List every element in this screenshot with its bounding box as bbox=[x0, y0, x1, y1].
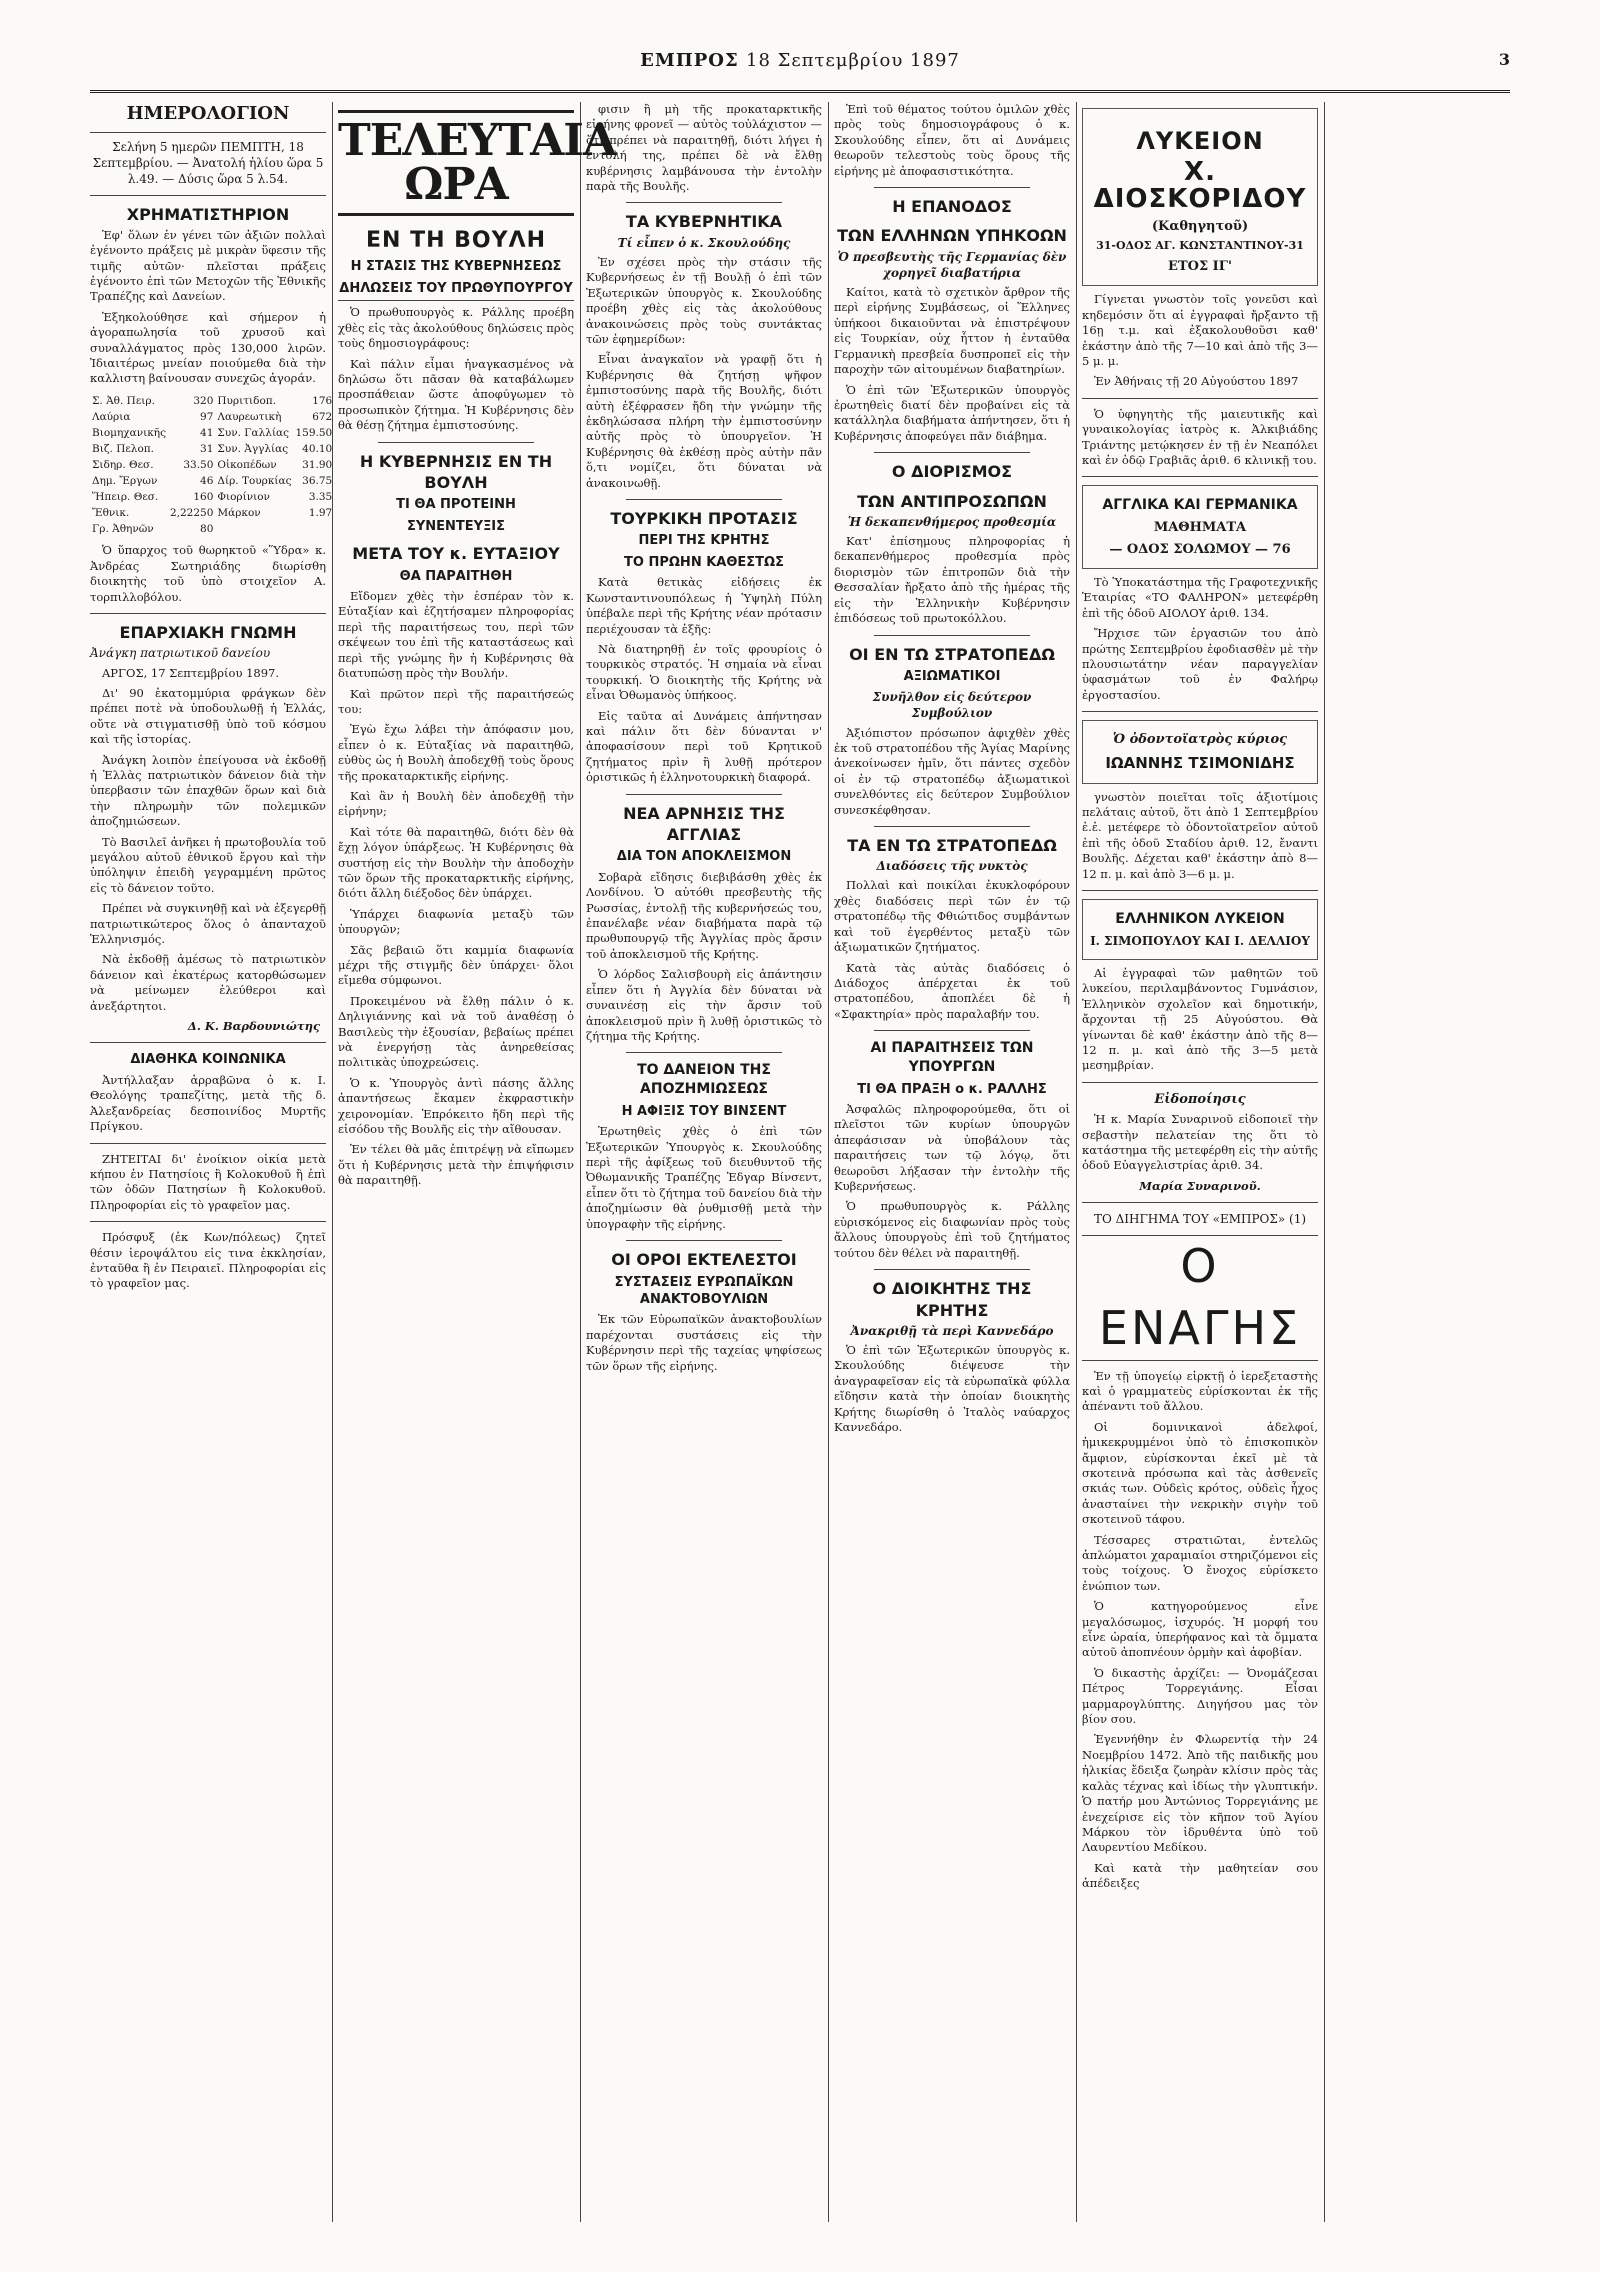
article-paragraph: Ἐπὶ τοῦ θέματος τούτου ὁμιλῶν χθὲς πρὸς τοὺς δημοσιογράφους ὁ κ. Σκουλούδης εἶπεν, ὅτι αἱ Δυνάμεις θεωροῦν τελεστοὺς τοὺς ὅρους τῆς εἰρήνης μὲ ἀποφασιστικότητα. bbox=[834, 102, 1070, 178]
divider bbox=[1082, 1082, 1318, 1083]
serial-paragraph: Τέσσαρες στρατιῶται, ἐντελῶς ἀπλώματοι χαραμιαίοι στηριζόμενοι εἰς τοὺς τοίχους. Ὁ ἔνοχος εὑρίσκετο ἐνώπιον των. bbox=[1082, 1532, 1318, 1593]
divider bbox=[874, 1030, 1030, 1031]
article-paragraph: Ὁ λόρδος Σαλισβουρὴ εἰς ἀπάντησιν εἶπεν ὅτι ἡ Ἀγγλία δὲν δύναται νὰ συναινέσῃ εἰς τὴν ἄρσιν τοῦ ἀποκλεισμοῦ πρὶν ἢ λυθῇ ὁριστικῶς τὸ ζήτημα τῆς Κρήτης. bbox=[586, 967, 822, 1043]
section-title: ΟΙ ΟΡΟΙ ΕΚΤΕΛΕΣΤΟΙ bbox=[611, 1250, 797, 1270]
section-title: ΤΟ ΔΑΝΕΙΟΝ ΤΗΣ ΑΠΟΖΗΜΙΩΣΕΩΣ bbox=[637, 1062, 771, 1098]
article-paragraph: Εἴδομεν χθὲς τὴν ἑσπέραν τὸν κ. Εὐταξίαν καὶ ἐζητήσαμεν πληροφορίας περὶ τῆς παραιτήσεως του, περὶ τῶν σκέψεων του ἐπὶ τῆς καταστάσεως καὶ περὶ τῆς γνώμης ἣν ἡ Κυβέρνησις θὰ διατυπώσῃ πρὸς τὴν Βουλήν. bbox=[338, 589, 574, 681]
section-title: ΟΙ ΕΝ ΤΩ ΣΤΡΑΤΟΠΕΔΩ bbox=[849, 644, 1055, 664]
ad-address: — ΟΔΟΣ ΣΟΛΩΜΟΥ — 76 bbox=[1109, 541, 1291, 557]
article-paragraph: Κατ' ἐπίσημους πληροφορίας ἡ δεκαπενθήμερος προθεσμία πρὸς διορισμὸν τῶν ἐπιτροπῶν διὰ τὴν Θεσσαλίαν ἤρξατο ἀπὸ τῆς ἡμέρας τῆς εἰς τὴν Ἑλληνικὴν Κυβέρνησιν ἐπιδόσεως τοῦ πρωτοκόλλου. bbox=[834, 534, 1070, 626]
table-row bbox=[90, 425, 334, 441]
column-2 bbox=[338, 102, 616, 2232]
table-row bbox=[90, 505, 334, 521]
headline-last-hour: ΤΕΛΕΥΤΑΙΑ ΩΡΑ bbox=[338, 110, 574, 216]
table-cell: 160 bbox=[193, 491, 214, 504]
market-paragraph: Ἐξηκολούθησε καὶ σήμερον ἡ ἀγοραπωλησία τοῦ χρυσοῦ καὶ συναλλάγματος πρὸς 130,000 λιρῶν. Ἰδιαιτέρως μνείαν ποιούμεθα διὰ τὴν καλλιστη βαίνουσαν συνεχῶς ἀγοράν. bbox=[90, 309, 326, 386]
page-number: 3 bbox=[1498, 50, 1510, 69]
table-cell: 46 bbox=[200, 475, 214, 488]
divider bbox=[874, 452, 1030, 453]
section-title: ΤΑ ΕΝ ΤΩ ΣΤΡΑΤΟΠΕΔΩ bbox=[847, 835, 1057, 855]
article-paragraph: Ὁ κ. Ὑπουργὸς ἀντὶ πάσης ἄλλης ἀπαντήσεως ἔκαμεν ἐκφραστικὴν χειρονομίαν. Ἐπρόκειτο ἤδη περὶ τῆς εἰσόδου τῆς Βουλῆς εἰς τὴν αἴθουσαν. bbox=[338, 1075, 574, 1137]
divider bbox=[874, 826, 1030, 827]
section-title: ΤΩΝ ΑΝΤΙΠΡΟΣΩΠΩΝ bbox=[857, 491, 1047, 511]
market-title: ΧΡΗΜΑΤΙΣΤΗΡΙΟΝ bbox=[126, 205, 290, 225]
column-divider bbox=[828, 102, 829, 2222]
almanac-text: Σελήνη 5 ημερῶν ΠΕΜΠΤΗ, 18 Σεπτεμβρίου. — Ἀνατολή ἡλίου ὥρα 5 λ.49. — Δύσις ὥρα 5 λ.54. bbox=[92, 140, 324, 187]
serial-paragraph: Ἐν τῇ ὑπογείῳ εἱρκτῇ ὁ ἱερεξεταστὴς καὶ ὁ γραμματεὺς εὑρίσκονται ἐκ τῆς ἀπέναντι τοῦ ἄλλου. bbox=[1082, 1368, 1318, 1414]
article-paragraph: Σοβαρὰ εἴδησις διεβιβάσθη χθὲς ἐκ Λονδίνου. Ὁ αὐτόθι πρεσβευτὴς τῆς Ρωσσίας, ἐντολῇ τῆς κυβερνήσεώς του, ἐπανέλαβε νέαν διαβήματα παρὰ τῷ πρωθυπουργῷ τῆς Ἀγγλίας πρὸς ἄρσιν τοῦ ἀποκλεισμοῦ τῆς Κρήτης. bbox=[586, 869, 822, 961]
opinion-paragraph: Τὸ Βασιλεῖ ἀνῆκει ἡ πρωτοβουλία τοῦ μεγάλου αὐτοῦ ἐθνικοῦ ἔργου καὶ τὴν ὑπόληψιν ἐπειδὴ γεγραμμένη πρῶτος εἰς τὸ δάνειον τοῦτο. bbox=[90, 834, 326, 895]
divider bbox=[626, 794, 782, 795]
ad-title: ΛΥΚΕΙΟΝ bbox=[1136, 127, 1264, 155]
masthead-rule bbox=[90, 90, 1510, 93]
divider bbox=[90, 1221, 326, 1222]
article-paragraph: Ἐρωτηθεὶς χθὲς ὁ ἐπὶ τῶν Ἐξωτερικῶν Ὑπουργὸς κ. Σκουλούδης περὶ τῆς ἀφίξεως τοῦ διευθυντοῦ τῆς Ὀθωμανικῆς Τραπέζης Ἐδγαρ Βίνσεντ, εἶπεν ὅτι τὸ ζήτημα τοῦ δανείου διὰ τὴν ἀποζημίωσιν θὰ ῥυθμισθῇ μετὰ τὴν ὑπογραφὴν τῆς εἰρήνης. bbox=[586, 1124, 822, 1231]
ad-name: ΙΩΑΝΝΗΣ ΤΣΙΜΟΝΙΔΗΣ bbox=[1105, 753, 1295, 772]
article-paragraph: Καίτοι, κατὰ τὸ σχετικὸν ἄρθρον τῆς περὶ εἰρήνης Συμβάσεως, οἱ Ἕλληνες ὑπήκοοι δικαιοῦνται νὰ ἐπιστρέψουν εἰς Τουρκίαν, οὐχ ἧττον ἡ ἐνταῦθα Γερμανικὴ πρεσβεία δυσπροπεῖ εἰς τὴν παροχὴν τῶν αἰτουμένων διαβατηρίων. bbox=[834, 285, 1070, 377]
ad-paragraph: Γίγνεται γνωστὸν τοῖς γονεῦσι καὶ κηδεμόσιν ὅτι αἱ ἐγγραφαὶ ἤρξαντο τῇ 16ῃ τ.μ. καὶ ἐξακολουθοῦσι καθ' ἑκάστην ἀπὸ τῆς 7—10 καὶ ἀπὸ τῆς 3—5 μ. μ. bbox=[1082, 292, 1318, 368]
opinion-title: ΕΠΑΡΧΙΑΚΗ ΓΝΩΜΗ bbox=[119, 623, 297, 643]
article-paragraph: Ἀξιόπιστον πρόσωπον ἀφιχθὲν χθὲς ἐκ τοῦ στρατοπέδου τῆς Ἁγίας Μαρίνης ἀνεκοίνωσεν ἡμῖν, ὅτι πάντες σχεδὸν οἱ ἐν τῷ στρατοπέδῳ ἀξιωματικοὶ συνελθόντες εἰς δεύτερον Συμβούλιον συνεσκέφθησαν. bbox=[834, 725, 1070, 817]
section-subtitle: Τί εἶπεν ὁ κ. Σκουλούδης bbox=[617, 235, 791, 250]
section-title: Η ΕΠΑΝΟΔΟΣ bbox=[892, 197, 1012, 217]
article-paragraph: Καὶ τότε θὰ παραιτηθῶ, διότι δὲν θὰ ἔχῃ λόγον ὑπάρξεως. Ἡ Κυβέρνησις θὰ συστήσῃ εἰς τὴν Βουλὴν τὴν ἀποδοχὴν τῶν ὅρων τῆς προκαταρκτικῆς εἰρήνης, διότι ἄλλη διέξοδος δὲν ὑπάρχει. bbox=[338, 824, 574, 901]
divider bbox=[626, 1240, 782, 1241]
ad-name: Ι. ΣΙΜΟΠΟΥΛΟΥ ΚΑΙ Ι. ΔΕΛΛΙΟΥ bbox=[1090, 933, 1310, 948]
article-paragraph: Ἐν σχέσει πρὸς τὴν στάσιν τῆς Κυβερνήσεως ἐν τῇ Βουλῇ ὁ ἐπὶ τῶν Ἐξωτερικῶν ὑπουργὸς κ. Σκουλούδης προέβη χθὲς εἰς τὰς ἀκολούθους ἀνακοινώσεις πρὸς τοὺς συντάκτας τῶν ἐφημερίδων: bbox=[586, 254, 822, 346]
divider bbox=[90, 1042, 326, 1043]
notice-paragraph: Πρόσφυξ (ἐκ Κων/πόλεως) ζητεῖ θέσιν ἱεροψάλτου εἰς τινα ἐκκλησίαν, ἐνταῦθα ἢ ἐν Πειραιεῖ. Πληροφορίαι εἰς τὸ γραφεῖον μας. bbox=[90, 1230, 326, 1291]
divider bbox=[874, 635, 1030, 636]
ad-name: Χ. ΔΙΟΣΚΟΡΙΔΟΥ bbox=[1093, 157, 1307, 215]
notice-paragraph: ΖΗΤΕΙΤΑΙ δι' ἐνοίκιον οἰκία μετὰ κήπου ἐν Πατησίοις ἢ Κολοκυθοῦ ἢ ἐπὶ τῶν ὁδῶν Πατησίων ἢ Κολοκυθοῦ. Πληροφορίαι εἰς τὸ γραφεῖον μας. bbox=[90, 1151, 326, 1212]
table-row bbox=[90, 457, 334, 473]
divider bbox=[1082, 476, 1318, 477]
section-title: ΝΕΑ ΑΡΝΗΣΙΣ ΤΗΣ ΑΓΓΛΙΑΣ bbox=[623, 803, 785, 845]
table-cell: Λαύρια bbox=[92, 410, 131, 423]
table-row bbox=[90, 473, 334, 489]
section-title: ΕΝ ΤΗ ΒΟΥΛΗ bbox=[365, 228, 547, 253]
table-cell: Σ. Ἀθ. Πειρ. bbox=[92, 394, 155, 407]
article-paragraph: Προκειμένου νὰ ἔλθῃ πάλιν ὁ κ. Δηλιγιάννης καὶ νὰ τοῦ ἀναθέσῃ ὁ Βασιλεὺς τὴν ἐξουσίαν, βεβαίως πρέπει νὰ ἐνεργήσῃ τὰς ἀνηρεθείσας πολιτικὰς ὑποχρεώσεις. bbox=[338, 993, 574, 1070]
table-cell: 320 bbox=[193, 394, 214, 407]
table-cell: Γρ. Ἀθηνῶν bbox=[92, 523, 154, 536]
article-paragraph: Κατὰ θετικὰς εἰδήσεις ἐκ Κωνσταντινουπόλεως ἡ Ὑψηλὴ Πύλη ὑπέβαλε περὶ τῆς Κρήτης νέαν πρότασιν περιέχουσαν τὰ ἑξῆς: bbox=[586, 575, 822, 636]
section-subtitle: ΘΑ ΠΑΡΑΙΤΗΘΗ bbox=[399, 568, 513, 584]
article-paragraph: Ὁ ἐπὶ τῶν Ἐξωτερικῶν ὑπουργὸς ἐρωτηθεὶς διατί δὲν προβαίνει εἰς τὰ κατάλληλα διαβήματα ἀπήντησεν, ὅτι ἡ Κυβέρνησις ἀποφεύγει πᾶν διάβημα. bbox=[834, 382, 1070, 443]
newspaper-page bbox=[90, 40, 1510, 2240]
ad-text-block bbox=[1082, 292, 1318, 1891]
article-paragraph: Ὑπάρχει διαφωνία μεταξὺ τῶν ὑπουργῶν; bbox=[338, 906, 574, 937]
table-cell: Ἔθνικ. bbox=[92, 507, 130, 520]
table-cell: 2,22250 bbox=[169, 507, 214, 520]
table-cell: 31 bbox=[200, 443, 214, 456]
section-title: ΤΩΝ ΕΛΛΗΝΩΝ ΥΠΗΚΟΩΝ bbox=[837, 226, 1067, 246]
table-cell: Μάρκον bbox=[217, 507, 261, 520]
column-5 bbox=[1082, 102, 1510, 2232]
divider bbox=[90, 613, 326, 614]
section-subtitle: ΣΥΝΕΝΤΕΥΞΙΣ bbox=[406, 518, 506, 534]
section-subtitle: Διαδόσεις τῆς νυκτὸς bbox=[876, 859, 1028, 874]
section-subtitle: ΤΙ ΘΑ ΠΡΑΞΗ ο κ. ΡΑΛΛΗΣ bbox=[857, 1081, 1047, 1097]
table-cell: 672 bbox=[312, 410, 333, 423]
section-subtitle: Η ΑΦΙΞΙΣ ΤΟΥ ΒΙΝΣΕΝΤ bbox=[621, 1103, 787, 1119]
table-cell: Δημ. Ἔργων bbox=[92, 475, 158, 488]
opinion-paragraph: Πρέπει νὰ συγκινηθῇ καὶ νὰ ἐξεγερθῇ πατριωτικώτερος ὅλος ὁ ἀπανταχοῦ Ἑλληνισμός. bbox=[90, 901, 326, 947]
ad-address: 31-ΟΔΟΣ ΑΓ. ΚΩΝΣΤΑΝΤΙΝΟΥ-31 bbox=[1096, 239, 1304, 253]
divider bbox=[626, 1052, 782, 1053]
section-subtitle: ΤΙ ΘΑ ΠΡΟΤΕΙΝΗ bbox=[396, 497, 516, 513]
table-cell: 36.75 bbox=[302, 475, 333, 488]
masthead-date: 18 Σεπτεμβρίου 1897 bbox=[746, 50, 960, 71]
article-paragraph: Ἐν τέλει θὰ μᾶς ἐπιτρέψῃ νὰ εἴπωμεν ὅτι ἡ Κυβέρνησις μετὰ τὴν ἐπιψήφισιν θὰ παραιτηθῇ. bbox=[338, 1142, 574, 1188]
table-cell: Οἰκοπέδων bbox=[217, 459, 277, 472]
ad-subtitle: ΜΑΘΗΜΑΤΑ bbox=[1153, 520, 1247, 536]
ad-paragraph: γνωστὸν ποιεῖται τοῖς ἀξιοτίμοις πελάταις αὐτοῦ, ὅτι ἀπὸ 1 Σεπτεμβρίου ἐ.ἐ. μετέφερε τὸ ὁδοντοϊατρεῖον αὐτοῦ ἐπὶ τῆς ὁδοῦ Σταδίου ἀριθ. 12, ἔναντι Βουλῆς. Δέχεται καθ' ἑκάστην ἀπὸ 8—12 π. μ. καὶ ἀπὸ 3—6 μ. μ. bbox=[1082, 789, 1318, 881]
section-subtitle: ΤΟ ΠΡΩΗΝ ΚΑΘΕΣΤΩΣ bbox=[624, 554, 784, 570]
article-paragraph: Ὁ ἐπὶ τῶν Ἐξωτερικῶν ὑπουργὸς κ. Σκουλούδης διέψευσε τὴν ἀναγραφεῖσαν εἰς τὰ εὐρωπαϊκὰ φύλλα εἴδησιν κατὰ τὴν ὁποίαν διοικητὴς Κρήτης διωρίσθη ὁ Ἰταλὸς ναύαρχος Καννεδάρο. bbox=[834, 1343, 1070, 1435]
divider bbox=[90, 1143, 326, 1144]
table-cell: 31.90 bbox=[302, 459, 333, 472]
table-row bbox=[90, 489, 334, 505]
ad-title: Εἰδοποίησις bbox=[1154, 1091, 1246, 1107]
serial-paragraph: Ὁ κατηγορούμενος εἶνε μεγαλόσωμος, ἰσχυρός. Ἡ μορφή του εἶνε ὡραία, ὑπερήφανος καὶ τὰ ὄμματα αὐτοῦ ἀποπνέουν ὁρμὴν καὶ ἀφοβίαν. bbox=[1082, 1599, 1318, 1660]
section-subtitle: Ἀνακριθῇ τὰ περὶ Καννεδάρο bbox=[850, 1323, 1054, 1338]
table-cell: Βιομηχανικῆς bbox=[92, 426, 166, 439]
column-3 bbox=[586, 102, 822, 2232]
opinion-paragraph: Ἀνάγκη λοιπὸν ἐπείγουσα νὰ ἐκδοθῇ ἡ Ἑλλὰς πατριωτικὸν δάνειον διὰ τὴν ὑπερβασιν τῶν ἐπαχθῶν ὅρων καὶ διὰ τὴν πληρωμὴν τῶν πολεμικῶν ἀποζημιώσεων. bbox=[90, 752, 326, 829]
ad-year: ΕΤΟΣ ΙΓ' bbox=[1168, 258, 1232, 274]
ad-lessons bbox=[1082, 485, 1318, 569]
section-subtitle: Συνῆλθον εἰς δεύτερον Συμβούλιον bbox=[872, 690, 1032, 721]
ad-paragraph: Ὁ ὑφηγητὴς τῆς μαιευτικῆς καὶ γυναικολογίας ἰατρὸς κ. Ἀλκιβιάδης Τριάντης μετῴκησεν ἐν τῇ ἐν Νεαπόλει καὶ ἐν ὁδῷ Γραβιᾶς ἀριθ. 6 κλινικῇ του. bbox=[1082, 406, 1318, 467]
table-cell: Φιορίνιον bbox=[217, 491, 270, 504]
table-row bbox=[90, 441, 334, 457]
article-paragraph: Ἐγὼ ἔχω λάβει τὴν ἀπόφασιν μου, εἶπεν ὁ κ. Εὐταξίας νὰ παραιτηθῶ, εὐθὺς ὡς ἡ Βουλὴ ἀποδεχθῇ τοὺς ὅρους τῆς προκαταρκτικῆς εἰρήνης. bbox=[338, 722, 574, 783]
column-divider bbox=[1076, 102, 1077, 2222]
section-subtitle: Η ΣΤΑΣΙΣ ΤΗΣ ΚΥΒΕΡΝΗΣΕΩΣ bbox=[350, 259, 562, 275]
ad-title: ΑΓΓΛΙΚΑ ΚΑΙ ΓΕΡΜΑΝΙΚΑ bbox=[1102, 497, 1298, 514]
section-title: ΤΑ ΚΥΒΕΡΝΗΤΙΚΑ bbox=[625, 212, 783, 232]
article-paragraph: Κατὰ τὰς αὐτὰς διαδόσεις ὁ Διάδοχος ἀπέρχεται ἐκ τοῦ στρατοπέδου, ἀποπλέει δὲ ἡ «Σφακτηρία» πρὸς παραλαβήν του. bbox=[834, 960, 1070, 1021]
article-paragraph: φισιν ἢ μὴ τῆς προκαταρκτικῆς εἰρήνης φρονεῖ — αὐτὸς τοὐλάχιστον — ὅτι πρέπει νὰ παραιτηθῇ, διότι λήγει ἡ ἐντολή της, πρέπει δὲ νὰ ἔλθῃ κυβέρνησις λαμβάνουσα τὴν ἐντολὴν παρὰ τῆς Βουλῆς. bbox=[586, 102, 822, 194]
ad-dentist bbox=[1082, 720, 1318, 784]
ad-date: Ἐν Ἀθήναις τῇ 20 Αὐγούστου 1897 bbox=[1094, 374, 1299, 389]
table-cell: Συν. Ἀγγλίας bbox=[217, 443, 289, 456]
ad-subtitle: (Καθηγητοῦ) bbox=[1151, 218, 1249, 234]
table-cell: Σιδηρ. Θεσ. bbox=[92, 459, 154, 472]
table-cell: 97 bbox=[200, 410, 214, 423]
column-divider bbox=[580, 102, 581, 2222]
opinion-subtitle: Ἀνάγκη πατριωτικοῦ δανείου bbox=[90, 646, 271, 661]
divider bbox=[626, 499, 782, 500]
article-paragraph: Ἐκ τῶν Εὐρωπαϊκῶν ἀνακτοβουλίων παρέχονται συστάσεις εἰς τὴν Κυβέρνησιν περὶ τῆς ταχείας ψηφίσεως τῶν ὅρων τῆς εἰρήνης. bbox=[586, 1312, 822, 1373]
table-cell: 80 bbox=[200, 523, 214, 536]
article-paragraph: Καὶ ἂν ἡ Βουλὴ δὲν ἀποδεχθῇ τὴν εἰρήνην; bbox=[338, 788, 574, 819]
divider bbox=[874, 187, 1030, 188]
ad-title: ΕΛΛΗΝΙΚΟΝ ΛΥΚΕΙΟΝ bbox=[1115, 911, 1285, 928]
opinion-signature: Δ. Κ. Βαρδουνιώτης bbox=[187, 1019, 320, 1034]
serial-paragraph: Καὶ κατὰ τὴν μαθητείαν σου ἀπέδειξες bbox=[1082, 1860, 1318, 1891]
divider bbox=[1082, 711, 1318, 712]
ad-greek-lyceum bbox=[1082, 899, 1318, 960]
market-paragraph: Ἐφ' ὅλων ἐν γένει τῶν ἀξιῶν πολλαὶ ἐγένοντο πράξεις μὲ μικρὰν ὕφεσιν τῆς τιμῆς αὐτῶν· πλεῖσται πράξεις ἐγένοντο ἐπὶ τῶν Μετοχῶν τῆς Ἐθνικῆς Τραπέζης καὶ Δανείων. bbox=[90, 227, 326, 304]
table-row bbox=[90, 521, 334, 537]
article-paragraph: Εἰς ταῦτα αἱ Δυνάμεις ἀπήντησαν καὶ πάλιν ὅτι δὲν δύνανται ν' ἀποφασίσουν περὶ τοῦ Κρητικοῦ ζητήματος πρὶν ἢ λυθῇ πρότερον ὁριστικῶς ἡ ἑλληνοτουρκικὴ διαφορά. bbox=[586, 708, 822, 785]
opinion-paragraph: Δι' 90 ἑκατομμύρια φράγκων δὲν πρέπει ποτὲ νὰ ὑποδουλωθῇ ἡ Ἑλλάς, οὔτε νὰ στιγματισθῇ ὑπὸ τοῦ κόσμου καὶ τῆς ἱστορίας. bbox=[90, 685, 326, 747]
table-cell: Δίρ. Τουρκίας bbox=[217, 475, 292, 488]
serial-title: Ο ΕΝΑΓΗΣ bbox=[1082, 1235, 1318, 1360]
ad-title: Ὁ ὀδοντοϊατρὸς κύριος bbox=[1112, 732, 1288, 748]
table-cell: 176 bbox=[312, 394, 333, 407]
article-paragraph: Νὰ διατηρηθῇ ἐν τοῖς φρουρίοις ὁ τουρκικὸς στρατός. Ἡ σημαία νὰ εἶναι τουρκική. Ὁ διοικητὴς τῆς Κρήτης νὰ εἶναι Ὀθωμανὸς ὑπήκοος. bbox=[586, 641, 822, 703]
table-cell: 33.50 bbox=[183, 459, 214, 472]
column-4 bbox=[834, 102, 1070, 2232]
table-row bbox=[90, 409, 334, 425]
table-row bbox=[90, 393, 334, 409]
article-paragraph: Ἀσφαλῶς πληροφορούμεθα, ὅτι οἱ πλεῖστοι τῶν κυρίων ὑπουργῶν ἀπεφάσισαν νὰ ὑποβάλουν τὰς παραιτήσεις των τῷ λόγῳ, ὅτι θεωροῦσι λήξασαν τὴν ἐντολὴν τῆς Κυβερνήσεως. bbox=[834, 1102, 1070, 1194]
section-title: Ο ΔΙΟΡΙΣΜΟΣ bbox=[891, 462, 1013, 482]
notice-paragraph: Ἀντήλλαξαν ἀρραβῶνα ὁ κ. Ι. Θεολόγης τραπεζίτης, μετὰ τῆς δ. Ἀλεξανδρείας δεσποινίδος Μυρτῆς Πρίγκου. bbox=[90, 1072, 326, 1134]
notice-title: ΔΙΑΘΗΚΑ ΚΟΙΝΩΝΙΚΑ bbox=[130, 1052, 286, 1068]
section-subtitle: Ὁ πρεσβευτὴς τῆς Γερμανίας δὲν χορηγεῖ διαβατήρια bbox=[837, 249, 1067, 280]
divider bbox=[626, 202, 782, 203]
divider bbox=[1082, 1202, 1318, 1203]
section-subtitle: ΔΙΑ ΤΟΝ ΑΠΟΚΛΕΙΣΜΟΝ bbox=[616, 849, 792, 865]
article-paragraph: Πολλαὶ καὶ ποικίλαι ἐκυκλοφόρουν χθὲς διαδόσεις περὶ τῶν ἐν τῷ στρατοπέδῳ τῆς Φθιώτιδος συμβάντων καὶ τοῦ ἐγερθέντος μεταξὺ τῶν ἀξιωματικῶν ζητήματος. bbox=[834, 878, 1070, 955]
ad-paragraph: Ἤρχισε τῶν ἐργασιῶν του ἀπὸ πρώτης Σεπτεμβρίου ἐφοδιασθὲν μὲ τὴν πλουσιωτάτην νέαν παραγγελίαν ὑφασμάτων τοῦ ἐν Φαλήρῳ ἐργοστασίου. bbox=[1082, 626, 1318, 702]
table-cell: 41 bbox=[200, 426, 214, 439]
section-title: Ο ΔΙΟΙΚΗΤΗΣ ΤΗΣ ΚΡΗΤΗΣ bbox=[872, 1279, 1032, 1320]
serial-paragraph: Οἱ δομινικανοὶ ἀδελφοί, ἡμικεκρυμμένοι ὑπὸ τὸ ἐπισκοπικὸν ἄμφιον, εὑρίσκονται ἐκεῖ μὲ τὰ σκοτεινὰ πρόσωπα καὶ τὰς ἀσθενεῖς σκιάς των. Οὐδεὶς κρότος, οὐδεὶς ἦχος ἀνασταίνει τὴν νεκρικὴν σιγὴν τοῦ σκοτεινοῦ τάφου. bbox=[1082, 1419, 1318, 1527]
market-table bbox=[90, 393, 334, 538]
table-cell: Βιζ. Πελοπ. bbox=[92, 443, 155, 456]
table-cell: 3.35 bbox=[308, 491, 333, 504]
ad-signature: Μαρία Συναρινοῦ. bbox=[1139, 1178, 1261, 1193]
section-subtitle: Ἡ δεκαπενθήμερος προθεσμία bbox=[847, 515, 1057, 529]
table-cell: 40.10 bbox=[302, 443, 333, 456]
divider bbox=[1082, 398, 1318, 399]
serial-paragraph: Ὁ δικαστὴς ἀρχίζει: — Ὀνομάζεσαι Πέτρος Τορρεγιάνης. Εἶσαι μαρμαρογλύπτης. Διηγήσου μας τὸν βίον σου. bbox=[1082, 1665, 1318, 1727]
section-subtitle: ΣΥΣΤΑΣΕΙΣ ΕΥΡΩΠΑΪΚΩΝ ΑΝΑΚΤΟΒΟΥΛΙΩΝ bbox=[614, 1274, 794, 1307]
masthead-title-date bbox=[90, 50, 1510, 71]
section-subtitle: ΔΗΛΩΣΕΙΣ ΤΟΥ ΠΡΩΘΥΠΟΥΡΓΟΥ bbox=[338, 280, 574, 301]
table-cell bbox=[293, 521, 334, 537]
market-paragraph: Ὁ ὕπαρχος τοῦ θωρηκτοῦ «Ὕδρα» κ. Ἀνδρέας Σωτηριάδης διωρίσθη διοικητὴς τοῦ ὑπὸ στοιχεῖον Α. τορπιλλοβόλου. bbox=[90, 543, 326, 604]
divider bbox=[378, 442, 534, 443]
section-subtitle: ΠΕΡΙ ΤΗΣ ΚΡΗΤΗΣ bbox=[638, 533, 770, 549]
opinion-paragraph: Νὰ ἐκδοθῇ ἀμέσως τὸ πατριωτικὸν δάνειον καὶ ἑκατέρως κατορθώσωμεν νὰ μείνωμεν ἐλεύθεροι καὶ ἀνεξάρτητοι. bbox=[90, 952, 326, 1013]
article-paragraph: Καὶ πρῶτον περὶ τῆς παραιτήσεώς του: bbox=[338, 686, 574, 716]
section-title: Η ΚΥΒΕΡΝΗΣΙΣ ΕΝ ΤΗ ΒΟΥΛΗ bbox=[359, 451, 553, 492]
divider bbox=[874, 1269, 1030, 1270]
masthead-title: ΕΜΠΡΟΣ bbox=[640, 50, 739, 71]
section-title: ΤΟΥΡΚΙΚΗ ΠΡΟΤΑΣΙΣ bbox=[610, 509, 798, 529]
table-cell: Λαυρεωτικὴ bbox=[217, 410, 282, 423]
serial-paragraph: Ἐγεννήθην ἐν Φλωρεντίᾳ τὴν 24 Νοεμβρίου 1472. Ἀπὸ τῆς παιδικῆς μου ἡλικίας ἔδειξα ζωηρὰν κλίσιν πρὸς τὰς καλὰς τέχνας καὶ ἰδίως τὴν γλυπτικήν. Ὁ πατήρ μου Ἀντώνιος Τορρεγιάνης με ἐνεχείρισε εἰς τὸν κῆπον τοῦ Ἀγίου Μάρκου τὸν ἱδρυθέντα ὑπὸ τοῦ Λαυρεντίου Μεδίκου. bbox=[1082, 1732, 1318, 1855]
divider bbox=[90, 195, 326, 196]
article-paragraph: Ὁ πρωθυπουργὸς κ. Ράλλης εὑρισκόμενος εἰς διαφωνίαν πρὸς τοὺς ἄλλους ὑπουργοὺς ἐπὶ τοῦ ζητήματος τούτου δὲν θέλει νὰ παραιτηθῇ. bbox=[834, 1199, 1070, 1260]
table-cell bbox=[215, 521, 293, 537]
table-cell: Ἥπειρ. Θεσ. bbox=[92, 491, 159, 504]
ad-paragraph: Τὸ Ὑποκατάστημα τῆς Γραφοτεχνικῆς Ἑταιρίας «ΤΟ ΦΑΛΗΡΟΝ» μετεφέρθη ἐπὶ τῆς ὁδοῦ ΑΙΟΛΟΥ ἀριθ. 134. bbox=[1082, 574, 1318, 620]
table-cell: 159.50 bbox=[295, 426, 333, 439]
ad-paragraph: Ἡ κ. Μαρία Συναρινοῦ εἰδοποιεῖ τὴν σεβαστὴν πελατείαν της ὅτι τὸ κατάστημα τῆς μετεφέρθη εἰς τὴν αὐτῆς ὁδοῦ Εὐαγγελιστρίας ἀριθ. 34. bbox=[1082, 1112, 1318, 1173]
table-cell: Συν. Γαλλίας bbox=[217, 426, 290, 439]
article-paragraph: Ὁ πρωθυπουργὸς κ. Ράλλης προέβη χθὲς εἰς τὰς ἀκολούθους δηλώσεις πρὸς τοὺς δημοσιογράφους: bbox=[338, 305, 574, 351]
serial-label: ΤΟ ΔΙΗΓΗΜΑ ΤΟΥ «ΕΜΠΡΟΣ» (1) bbox=[1093, 1212, 1307, 1227]
table-cell: 1.97 bbox=[308, 507, 333, 520]
almanac-title: ΗΜΕΡΟΛΟΓΙΟΝ bbox=[90, 102, 326, 133]
article-paragraph: Καὶ πάλιν εἶμαι ἠναγκασμένος νὰ δηλώσω ὅτι πᾶσαν θὰ καταβάλωμεν προσπάθειαν ὥστε ἀποφύγωμεν τὸ προσωπικὸν ζήτημα. Ἡ Κυβέρνησις δὲν θὰ θέσῃ ζήτημα ἐμπιστοσύνης. bbox=[338, 356, 574, 433]
masthead bbox=[90, 40, 1510, 100]
ad-lyceum bbox=[1082, 108, 1318, 286]
article-paragraph: Εἶναι ἀναγκαῖον νὰ γραφῇ ὅτι ἡ Κυβέρνησις θὰ ζητήσῃ ψῆφον ἐμπιστοσύνης παρὰ τῆς Βουλῆς, διότι αὐτὴ ἐξέφρασεν ἤδη τὴν γνώμην τῆς ἐκδηλώσασα πλήρη τὴν ἐμπιστοσύνην αὐτῆς πρὸς τὸ ὑπουργεῖον. Ἡ Κυβέρνησις θὰ ἐκθέσῃ πρὸς αὐτὴν πᾶν ὅ,τι νομίζει, ὅτι δύναται νὰ ἀνακοινωθῇ. bbox=[586, 352, 822, 490]
section-subtitle: ΜΕΤΑ ΤΟΥ κ. ΕΥΤΑΞΙΟΥ bbox=[352, 544, 560, 564]
section-title: ΑΙ ΠΑΡΑΙΤΗΣΕΙΣ ΤΩΝ ΥΠΟΥΡΓΩΝ bbox=[870, 1040, 1034, 1075]
divider bbox=[1082, 890, 1318, 891]
opinion-dateline: ΑΡΓΟΣ, 17 Σεπτεμβρίου 1897. bbox=[102, 665, 280, 680]
column-1 bbox=[90, 102, 333, 2232]
ad-paragraph: Αἱ ἐγγραφαὶ τῶν μαθητῶν τοῦ λυκείου, περιλαμβάνοντος Γυμνάσιον, Ἑλληνικὸν σχολεῖον καὶ δημοτικήν, ἄρχονται τῇ 25 Αὐγούστου. Θὰ γίνωνται δὲ καθ' ἑκάστην ἀπὸ τῆς 8—12 π. μ. καὶ ἀπὸ τῆς 3—5 μετὰ μεσημβρίαν. bbox=[1082, 965, 1318, 1073]
section-title: ΑΞΙΩΜΑΤΙΚΟΙ bbox=[903, 668, 1001, 684]
table-cell: Πυριτιδοπ. bbox=[217, 394, 277, 407]
article-paragraph: Σᾶς βεβαιῶ ὅτι καμμία διαφωνία μέχρι τῆς στιγμῆς δὲν ὑπάρχει· ὅλοι εἴμεθα σύμφωνοι. bbox=[338, 942, 574, 988]
